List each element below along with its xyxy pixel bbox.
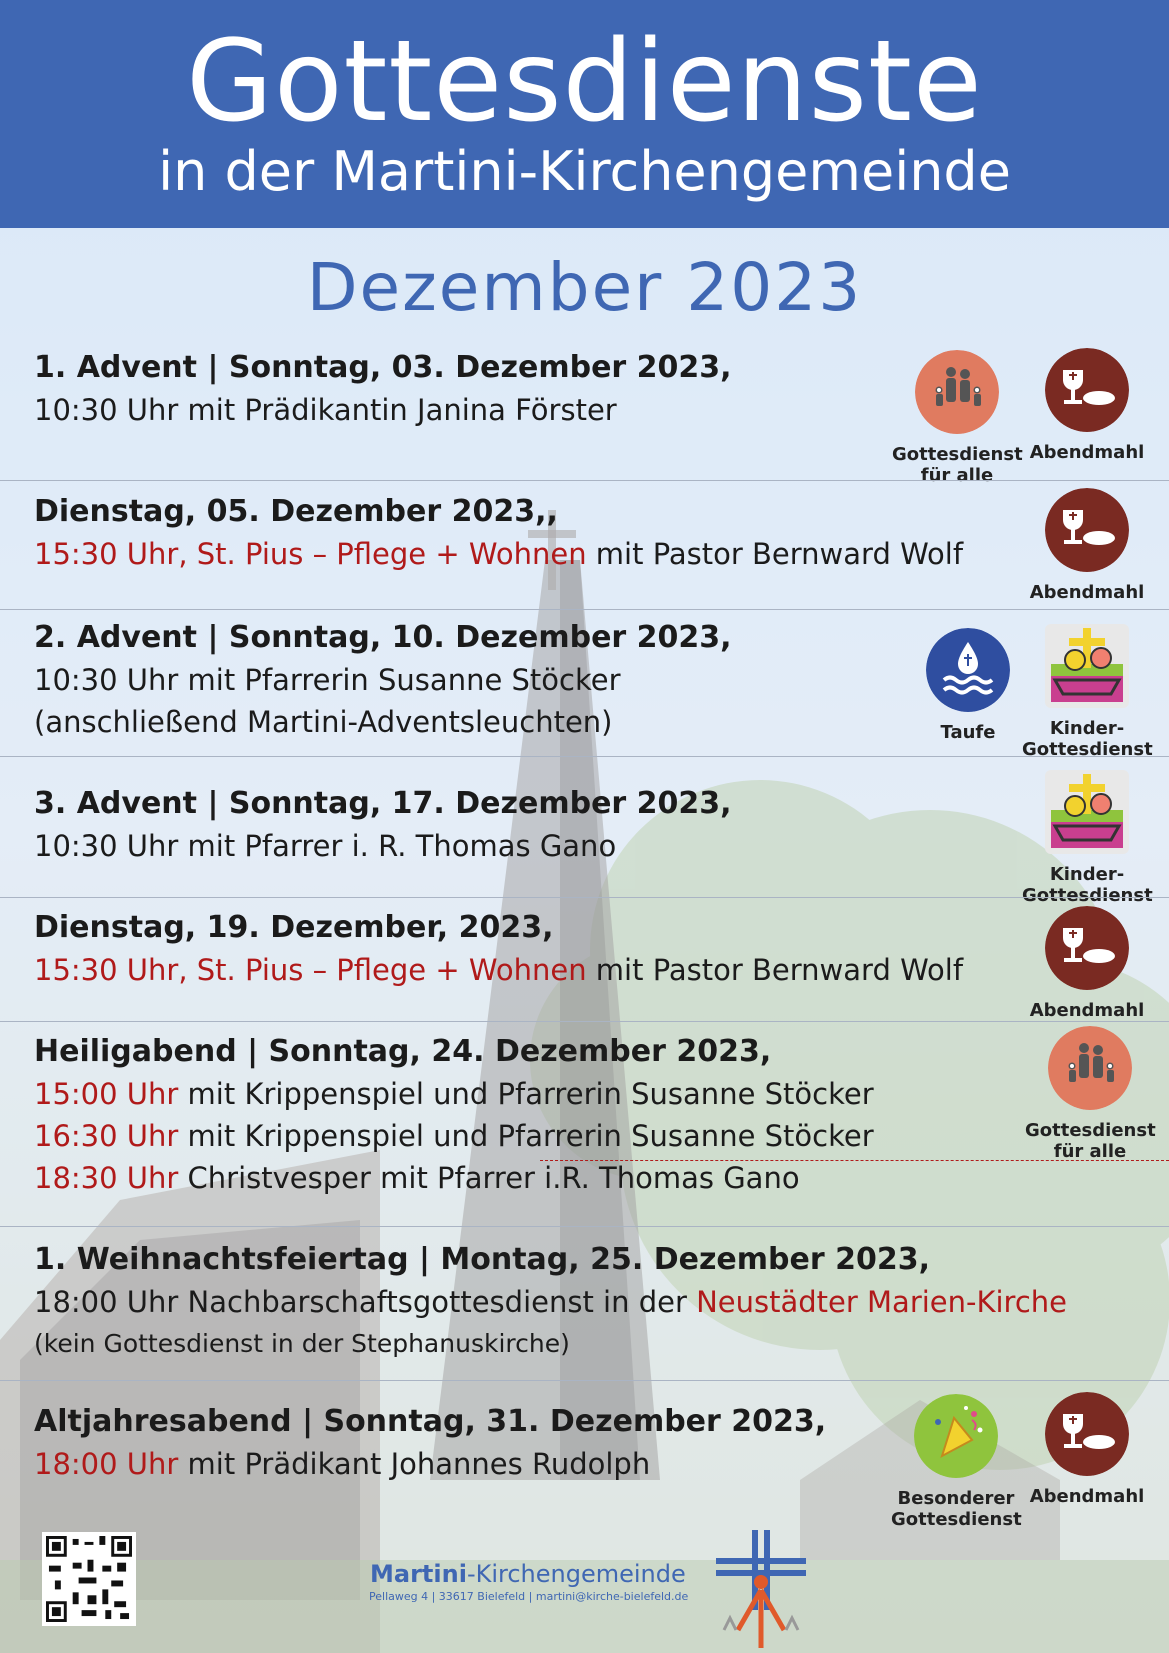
children-boat-icon	[1045, 770, 1129, 854]
service-time: 15:00 Uhr	[34, 1077, 179, 1111]
page-title: Gottesdienste	[186, 17, 983, 147]
service-entry	[0, 904, 1169, 1014]
service-time: 18:00 Uhr	[34, 1447, 179, 1481]
service-details: 10:30 Uhr mit Pfarrerin Susanne Stöcker	[34, 663, 621, 697]
divider	[0, 1226, 1169, 1227]
chalice-bread-icon	[1045, 1392, 1129, 1476]
footer-address: Pellaweg 4 | 33617 Bielefeld | martini@kirche-bielefeld.de	[369, 1590, 689, 1603]
footer-name-rest: -Kirchengemeinde	[466, 1560, 686, 1588]
service-date: Altjahresabend | Sonntag, 31. Dezember 2023,	[34, 1404, 827, 1439]
badge-abendmahl	[1022, 906, 1152, 1021]
service-time-location: 15:30 Uhr, St. Pius – Pflege + Wohnen	[34, 537, 587, 571]
badge-abendmahl	[1022, 348, 1152, 463]
badge-label: Kinder-	[1049, 864, 1125, 885]
service-date: Dienstag, 19. Dezember, 2023,	[34, 910, 554, 945]
badge-kindergottesdienst	[1022, 770, 1152, 906]
badge-label: Besonderer	[897, 1488, 1015, 1509]
badge-label: für alle	[920, 465, 994, 486]
badge-label: Gottesdienst	[891, 1509, 1022, 1530]
parish-logo-icon	[716, 1530, 806, 1648]
chalice-bread-icon	[1045, 906, 1129, 990]
badge-label: Abendmahl	[1029, 582, 1145, 603]
badge-label: Gottesdienst	[1022, 739, 1153, 760]
service-details	[34, 1158, 800, 1198]
service-description: Christvesper mit Pfarrer i.R. Thomas Gano	[178, 1161, 800, 1195]
service-location: Neustädter Marien-Kirche	[696, 1285, 1068, 1319]
service-time: 16:30 Uhr	[34, 1119, 179, 1153]
badge-label: Gottesdienst	[1025, 1120, 1156, 1141]
badge-taufe	[903, 628, 1033, 743]
badge-label: Taufe	[940, 722, 996, 743]
service-time: 18:30 Uhr	[34, 1161, 179, 1195]
family-icon	[915, 350, 999, 434]
divider	[0, 897, 1169, 898]
badge-besonderer-gottesdienst	[891, 1394, 1021, 1530]
badge-label: Gottesdienst	[892, 444, 1023, 465]
service-details	[34, 1282, 1067, 1322]
service-details	[34, 1444, 650, 1484]
badge-abendmahl	[1022, 1392, 1152, 1507]
children-boat-icon	[1045, 624, 1129, 708]
badge-label: Abendmahl	[1029, 1486, 1145, 1507]
family-icon	[1048, 1026, 1132, 1110]
baptism-water-icon	[926, 628, 1010, 712]
divider	[0, 1380, 1169, 1381]
service-details	[34, 534, 963, 574]
service-date: 1. Advent | Sonntag, 03. Dezember 2023,	[34, 350, 732, 385]
service-officiant: mit Pastor Bernward Wolf	[586, 953, 964, 987]
service-entry	[0, 488, 1169, 608]
divider	[0, 1021, 1169, 1022]
service-details: 10:30 Uhr mit Prädikantin Janina Förster	[34, 393, 617, 427]
badge-label: für alle	[1053, 1141, 1127, 1162]
chalice-bread-icon	[1045, 488, 1129, 572]
service-details: 10:30 Uhr mit Pfarrer i. R. Thomas Gano	[34, 829, 617, 863]
footer-parish-name	[370, 1560, 686, 1588]
service-details	[34, 1074, 874, 1114]
badge-abendmahl	[1022, 488, 1152, 603]
service-note: (anschließend Martini-Adventsleuchten)	[34, 705, 613, 739]
divider	[0, 609, 1169, 610]
service-officiant: mit Pastor Bernward Wolf	[586, 537, 964, 571]
divider	[0, 480, 1169, 481]
service-date: 2. Advent | Sonntag, 10. Dezember 2023,	[34, 620, 732, 655]
service-time-location: 15:30 Uhr, St. Pius – Pflege + Wohnen	[34, 953, 587, 987]
header-banner	[0, 0, 1169, 228]
service-officiant: mit Prädikant Johannes Rudolph	[178, 1447, 651, 1481]
service-date: 3. Advent | Sonntag, 17. Dezember 2023,	[34, 786, 732, 821]
service-note: (kein Gottesdienst in der Stephanuskirche)	[34, 1329, 570, 1358]
service-details	[34, 1116, 874, 1156]
service-date: Dienstag, 05. Dezember 2023,,	[34, 494, 558, 529]
badge-kindergottesdienst	[1022, 624, 1152, 760]
service-description: 18:00 Uhr Nachbarschaftsgottesdienst in der	[34, 1285, 697, 1319]
service-description: mit Krippenspiel und Pfarrerin Susanne Stöcker	[178, 1077, 874, 1111]
page-subtitle: in der Martini-Kirchengemeinde	[158, 140, 1011, 203]
footer-name-bold: Martini	[370, 1560, 467, 1588]
service-entry	[0, 1028, 1169, 1218]
month-heading: Dezember 2023	[306, 249, 863, 326]
badge-gottesdienst-fuer-alle	[1025, 1026, 1155, 1162]
qr-code-icon[interactable]	[42, 1532, 136, 1626]
badge-label: Abendmahl	[1029, 1000, 1145, 1021]
divider	[0, 756, 1169, 757]
party-icon	[914, 1394, 998, 1478]
badge-label: Kinder-	[1049, 718, 1125, 739]
badge-gottesdienst-fuer-alle	[892, 350, 1022, 486]
chalice-bread-icon	[1045, 348, 1129, 432]
badge-label: Gottesdienst	[1022, 885, 1153, 906]
service-description: mit Krippenspiel und Pfarrerin Susanne Stöcker	[178, 1119, 874, 1153]
badge-label: Abendmahl	[1029, 442, 1145, 463]
service-date: 1. Weihnachtsfeiertag | Montag, 25. Dezember 2023,	[34, 1242, 930, 1277]
service-date: Heiligabend | Sonntag, 24. Dezember 2023,	[34, 1034, 772, 1069]
service-entry	[0, 1236, 1169, 1376]
service-details	[34, 950, 963, 990]
service-entry	[0, 780, 1169, 890]
